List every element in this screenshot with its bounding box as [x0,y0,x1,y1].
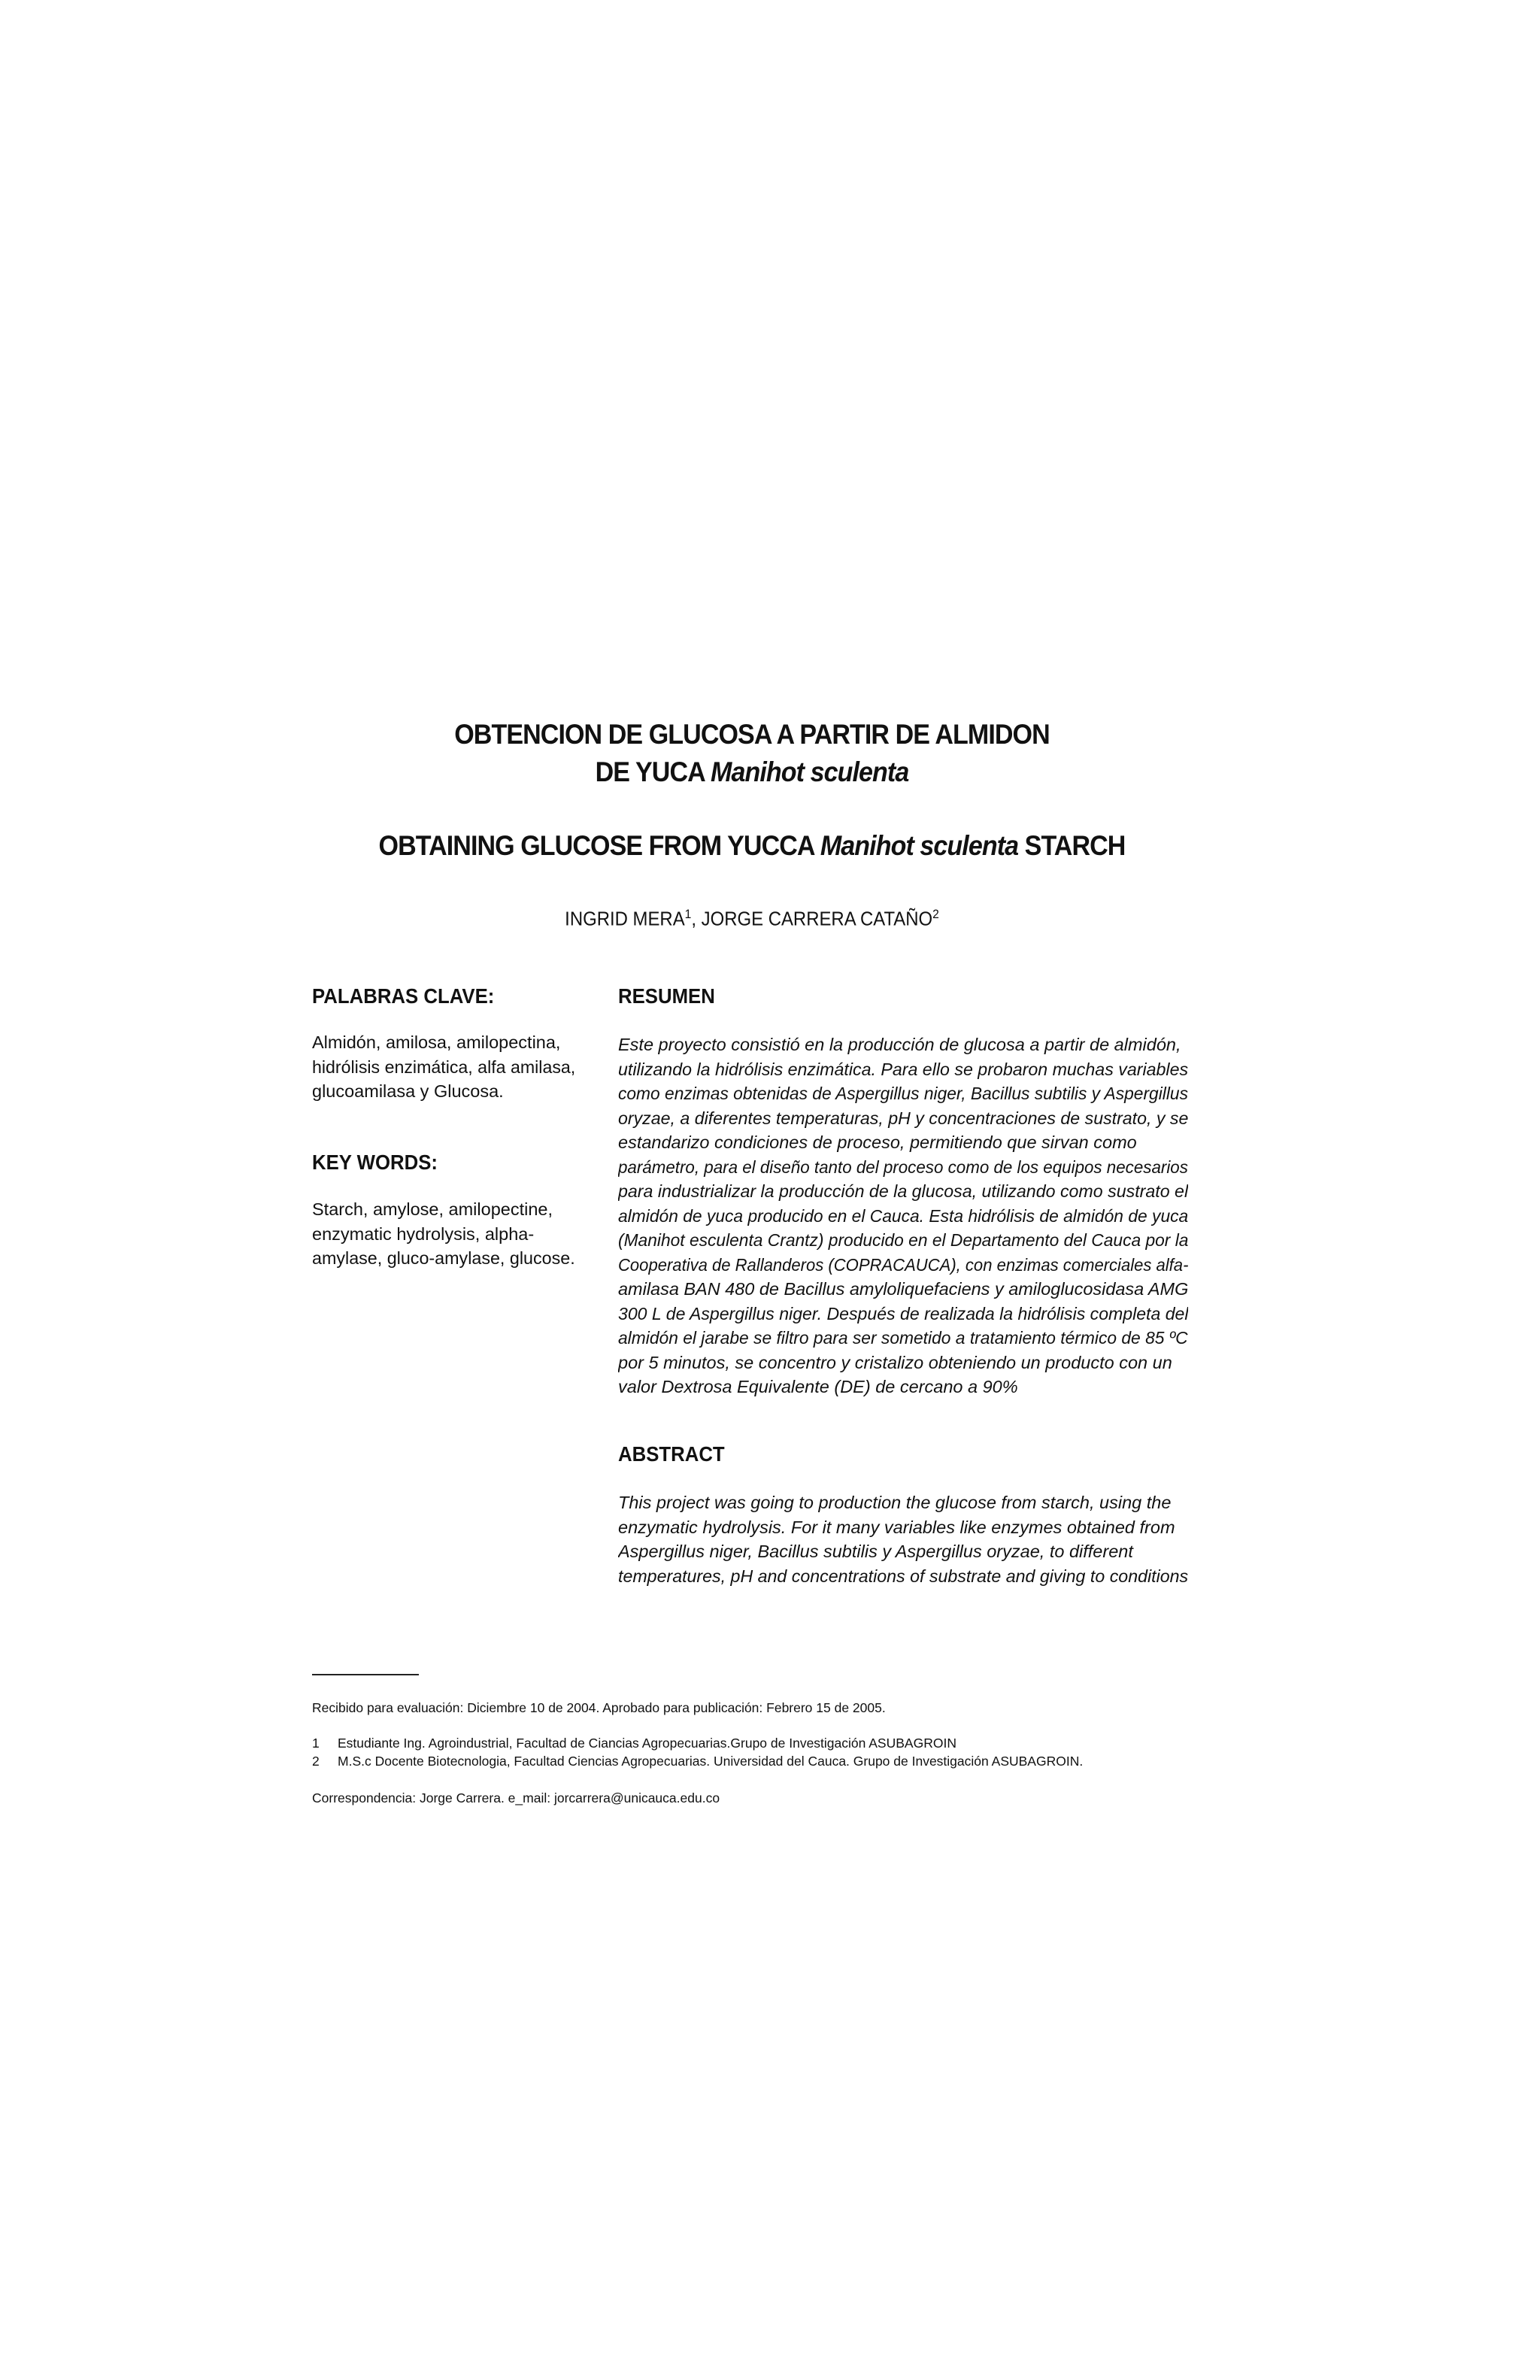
resumen-line: Cooperativa de Rallanderos (COPRACAUCA), con enzimas comerciales alfa- [618,1254,1188,1275]
footnote-1-number: 1 [312,1736,320,1751]
title-line-2-species: Manihot sculenta [711,756,909,787]
resumen-line: para industrializar la producción de la glucosa, utilizando como sustrato el [618,1181,1189,1201]
title-line-1: OBTENCION DE GLUCOSA A PARTIR DE ALMIDON [454,719,1050,750]
abstract-line: This project was going to production the glucose from starch, using the [618,1493,1172,1512]
author-1: INGRID MERA [565,907,685,930]
title-line-2-prefix: DE YUCA [595,756,711,787]
resumen-line: valor Dextrosa Equivalente (DE) de cercano a 90% [618,1377,1018,1396]
resumen-line: como enzimas obtenidas de Aspergillus niger, Bacillus subtilis y Aspergillus [618,1084,1188,1103]
resumen-line: oryzae, a diferentes temperaturas, pH y concentraciones de sustrato, y se [618,1108,1189,1128]
resumen-line: estandarizo condiciones de proceso, permitiendo que sirvan como [618,1132,1137,1152]
abstract-line: enzymatic hydrolysis. For it many variables like enzymes obtained from [618,1517,1175,1537]
abstract-line: temperatures, pH and concentrations of substrate and giving to conditions [618,1566,1189,1586]
footnote-divider [312,1674,419,1675]
keywords-es-line: Almidón, amilosa, amilopectina, [312,1032,561,1052]
keywords-es-line: glucoamilasa y Glucosa. [312,1081,504,1101]
resumen-text [618,1032,1188,1399]
resumen-line: utilizando la hidrólisis enzimática. Para ello se probaron muchas variables [618,1059,1189,1079]
resumen-heading: RESUMEN [618,984,715,1008]
author-1-footnote-mark: 1 [684,907,692,921]
received-note: Recibido para evaluación: Diciembre 10 de 2004. Aprobado para publicación: Febrero 15 de 2005. [312,1700,886,1715]
keywords-es-text [312,1030,575,1104]
resumen-line: almidón el jarabe se filtro para ser sometido a tratamiento térmico de 85 ºC [618,1328,1188,1348]
resumen-line: 300 L de Aspergillus niger. Después de realizada la hidrólisis completa del [618,1303,1189,1323]
footnote-1-text: Estudiante Ing. Agroindustrial, Facultad de Ciancias Agropecuarias.Grupo de Investigación ASUBAGROIN [338,1736,956,1751]
author-separator: , [691,907,702,930]
correspondence-note: Correspondencia: Jorge Carrera. e_mail: jorcarrera@unicauca.edu.co [312,1790,720,1805]
paper-title-es [350,716,1153,791]
keywords-en-line: amylase, gluco-amylase, glucose. [312,1248,575,1268]
author-2-footnote-mark: 2 [932,907,939,921]
title-en-suffix: STARCH [1018,830,1126,861]
title-en-species: Manihot sculenta [820,830,1019,861]
author-2: JORGE CARRERA CATAÑO [701,907,933,930]
keywords-es-line: hidrólisis enzimática, alfa amilasa, [312,1057,575,1077]
footnote-2-text: M.S.c Docente Biotecnologia, Facultad Ciencias Agropecuarias. Universidad del Cauca. Grupo de Investigación ASUBAGROIN. [338,1754,1084,1769]
footnote-2-number: 2 [312,1754,320,1769]
resumen-line: por 5 minutos, se concentro y cristalizo obteniendo un producto con un [618,1352,1172,1372]
resumen-line: (Manihot esculenta Crantz) producido en el Departamento del Cauca por la [618,1230,1188,1250]
keywords-es-heading: PALABRAS CLAVE: [312,984,495,1008]
resumen-line: amilasa BAN 480 de Bacillus amyloliquefaciens y amiloglucosidasa AMG [618,1279,1189,1299]
resumen-line: almidón de yuca producido en el Cauca. Esta hidrólisis de almidón de yuca [618,1205,1189,1226]
keywords-en-line: Starch, amylose, amilopectine, [312,1199,553,1219]
footnote-1 [312,1734,956,1752]
keywords-en-line: enzymatic hydrolysis, alpha- [312,1223,535,1244]
abstract-heading: ABSTRACT [618,1442,725,1466]
abstract-text [618,1490,1188,1588]
footnote-2 [312,1752,1083,1770]
resumen-line: Este proyecto consistió en la producción de glucosa a partir de almidón, [618,1035,1181,1054]
keywords-en-heading: KEY WORDS: [312,1151,438,1174]
title-en-prefix: OBTAINING GLUCOSE FROM YUCCA [378,830,820,861]
paper-title-en [350,827,1153,865]
authors [489,899,1014,934]
resumen-line: parámetro, para el diseño tanto del proceso como de los equipos necesarios [618,1157,1188,1177]
abstract-line: Aspergillus niger, Bacillus subtilis y Aspergillus oryzae, to different [618,1542,1133,1561]
keywords-en-text [312,1197,575,1271]
